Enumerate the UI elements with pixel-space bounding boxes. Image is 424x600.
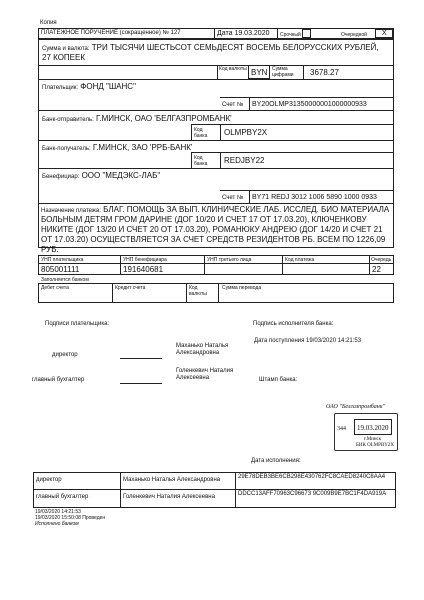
beneficiary-row [42, 171, 160, 181]
amount-value: 3678.27 [310, 68, 339, 77]
director-signature-line [120, 358, 162, 359]
receiver-bank-row [42, 143, 192, 153]
beneficiary-account: BY71 REDJ 3012 1006 5890 1000 0933 [252, 194, 377, 201]
receiver-bank-label: Банк-получатель: [42, 146, 91, 152]
receiver-bank-code-label: Код банка [194, 155, 208, 167]
payer-label: Плательщик: [42, 85, 79, 91]
beneficiary-account-label: Счет № [222, 195, 244, 201]
ecp-row-1-role: директор [36, 477, 62, 483]
unp-benef-label: УНП бенефициара [123, 257, 167, 263]
purpose-text: БЛАГ. ПОМОЩЬ ЗА ВЫП. КЛИНИЧЕСКИЕ ЛАБ. ИССЛЕД. БИО МАТЕРИАЛА БОЛЬНЫМ ДЕТЯМ ГРОМ ДАРИНЕ (ДОГ 10/20 И СЧЕТ 17 ОТ 17.03.20), КЛЮЧЕНКОВУ НИКИТЕ (ДОГ 13/20 И СЧЕТ 20 ОТ 17.03.20), РОМАНЮКУ АНДРЕЮ (ДОГ 14/20 И СЧЕТ 21 ОТ 17.03.20) ОСУЩЕСТВЛЯЕТСЯ ЗА СЧЕТ СРЕДСТВ РЕЗИДЕНТОВ РБ. ВСЕМ ПО 1226,09 РУБ. [41, 205, 390, 254]
bank-signature-label: Подпись исполнителя банка: [253, 321, 334, 327]
queue-value: 22 [372, 265, 381, 274]
payer-account: BY20OLMP31350000001000000933 [252, 101, 367, 108]
receiver-bank-name: Г.МИНСК, ЗАО 'РРБ-БАНК' [92, 143, 193, 152]
payer-signatures-label: Подписи плательщика: [45, 321, 110, 327]
director-label: директор [52, 352, 78, 358]
sum-row [42, 43, 387, 62]
ecp-row-2-hash: DDCC13AFF70963C96673 9C009B9E7BC1F4DA919A [238, 491, 387, 497]
sender-bank-row [42, 114, 232, 124]
document-title: ПЛАТЕЖНОЕ ПОРУЧЕНИЕ (сокращенное) № 127 [41, 30, 181, 36]
footer-line-2: 19/03/2020 15:50:08 Проведен [35, 515, 106, 521]
payer-row [42, 82, 136, 92]
payer-name: ФОНД "ШАНС" [80, 82, 136, 91]
sender-bank-label: Банк-отправитель: [42, 117, 94, 123]
currency-code: BYN [251, 68, 268, 77]
amount-label: Сумма цифрами [272, 66, 294, 78]
bank-currency-label: Код валюты [189, 285, 207, 297]
regular-label: Очередной [341, 32, 367, 38]
purpose-row [41, 205, 391, 255]
urgent-label: Срочный [280, 32, 301, 38]
stamp-number: 344 [337, 426, 346, 432]
sender-bank-code: OLMPBY2X [224, 128, 268, 137]
accountant-signature-line [120, 383, 162, 384]
execution-date-label: Дата исполнения: [251, 458, 301, 464]
beneficiary-label: Бенефициар: [42, 174, 80, 180]
sender-bank-code-label: Код банка [194, 127, 208, 139]
unp-payer: 805001111 [41, 265, 80, 274]
purpose-label: Назначение платежа: [41, 208, 101, 214]
stamp-date: 19.03.2020 [357, 424, 389, 432]
stamp-city: г.Минск [364, 437, 382, 442]
sum-label: Сумма и валюта: [42, 46, 90, 52]
transfer-sum-label: Сумма перевода [222, 285, 262, 291]
payer-account-label: Счет № [222, 102, 244, 108]
ecp-row-1-hash: 29E78DEB3BE6CB298E430762FC8CAED8240C8AA4 [238, 474, 386, 480]
stamp-bank-name: ОАО "Белгазпромбанк" [326, 404, 386, 410]
accountant-name: Голенкевич Наталия Алексеевна [176, 368, 234, 381]
footer-line-3: Исполнено банком [35, 521, 79, 527]
payment-code-label: Код платежа [285, 257, 315, 263]
queue-label: Очередь [371, 257, 392, 263]
bank-stamp-label: Штамп банка: [259, 377, 298, 383]
unp-benef: 191640681 [123, 265, 164, 274]
sum-words: ТРИ ТЫСЯЧИ ШЕСТЬСОТ СЕМЬДЕСЯТ ВОСЕМЬ БЕЛОРУССКИХ РУБЛЕЙ, 27 КОПЕЕК [42, 43, 379, 62]
debit-label: Дебет счета [41, 285, 69, 291]
copy-label: Копия [40, 20, 57, 26]
currency-code-label: Код валюты [219, 66, 247, 72]
unp-third-label: УНП третьего лица [207, 257, 252, 263]
ecp-row-1-name: Маханько Наталья Александровна [123, 477, 221, 483]
accountant-label: главный бухгалтер [32, 377, 85, 383]
stamp-bik: БИК OLMPBY2X [356, 443, 395, 448]
credit-label: Кредит счета [115, 285, 146, 291]
sender-bank-name: Г.МИНСК, ОАО 'БЕЛГАЗПРОМБАНК' [95, 114, 232, 123]
footer-line-1: 19/03/2020 14:21:53 [35, 509, 81, 515]
beneficiary-name: ООО "МЕДЭКС-ЛАБ" [81, 171, 161, 180]
document-date: Дата 19.03.2020 [217, 30, 270, 37]
regular-mark: X [382, 30, 387, 37]
ecp-row-2-name: Голенкевич Наталия Алексеевна [123, 494, 215, 500]
ecp-row-2-role: главный бухгалтер [36, 494, 89, 500]
bank-fill-table [38, 283, 394, 303]
receiver-bank-code: REDJBY22 [224, 156, 265, 165]
unp-payer-label: УНП плательщика [41, 257, 84, 263]
bank-fill-label: Заполняется банком [41, 277, 89, 283]
received-date: Дата поступления 19/03/2020 14:21:53 [254, 338, 362, 344]
urgent-checkbox [302, 29, 311, 38]
director-name: Маханько Наталья Александровна [176, 343, 229, 356]
